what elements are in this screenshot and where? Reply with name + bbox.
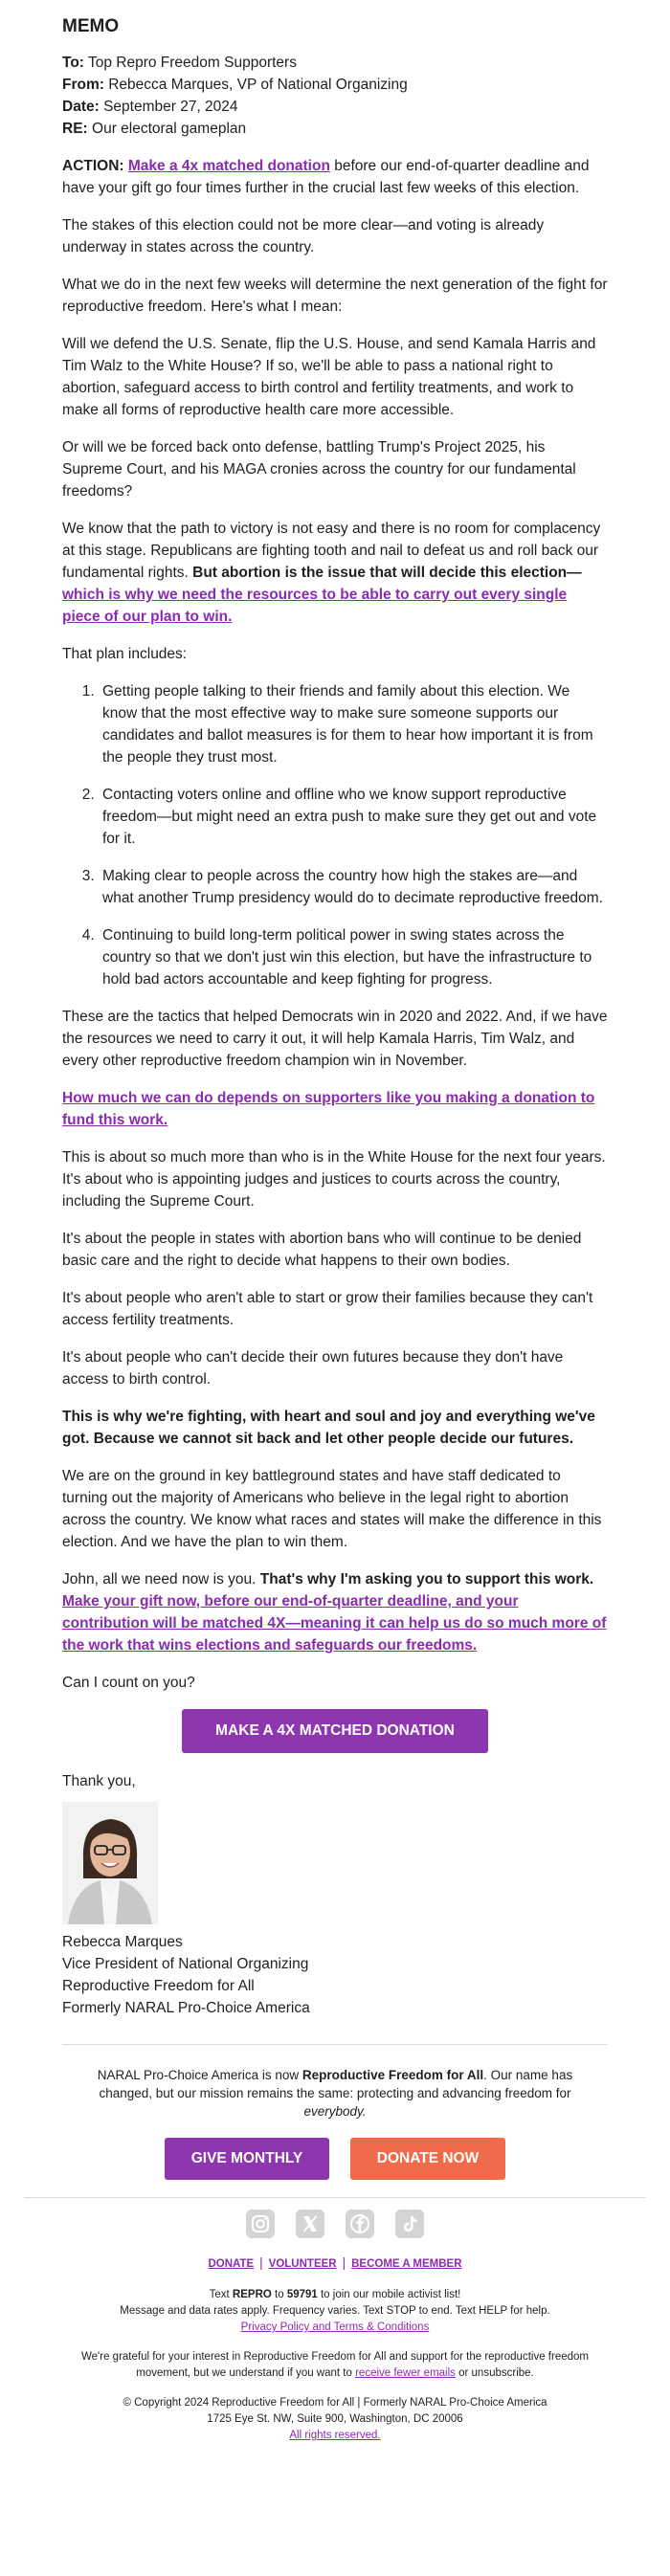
sms-join: Text REPRO to 59791 to join our mobile activist list!	[209, 2289, 461, 2300]
signer-former-org: Formerly NARAL Pro-Choice America	[62, 2000, 310, 2016]
paragraph-birth-control: It's about people who can't decide their own futures because they don't have access to birth control.	[62, 1349, 564, 1388]
footer-link-donate[interactable]: DONATE	[208, 2258, 255, 2270]
email-body	[62, 0, 608, 2444]
paragraph-fertility: It's about people who aren't able to start or grow their families because they can't access fertility treatments.	[62, 1290, 593, 1328]
memo-to: To: Top Repro Freedom Supporters	[62, 55, 297, 71]
fund-this-work-link[interactable]: How much we can do depends on supporters like you making a donation to fund this work.	[62, 1090, 595, 1128]
action-paragraph: ACTION: Make a 4x matched donation before our end-of-quarter deadline and have your gift go four times further in the crucial last few weeks of this election.	[62, 158, 590, 196]
paragraph-path: We know that the path to victory is not easy and there is no room for complacency at this stage. Republicans are fighting tooth and nail to defeat us and roll back our fundamental rights. But abortion is the issue that will decide this election—which is why we need the resources to be able to carry out every single piece of our plan to win.	[62, 521, 601, 625]
paragraph-stakes: The stakes of this election could not be more clear—and voting is already underway in states across the country.	[62, 217, 545, 255]
x-icon[interactable]	[296, 2210, 324, 2238]
footer-buttons	[62, 2138, 608, 2180]
memo-date: Date: September 27, 2024	[62, 99, 238, 115]
memo-title: MEMO	[62, 16, 120, 36]
sms-info	[62, 2287, 608, 2336]
plan-item: 4. Continuing to build long-term political power in swing states across the country so that we don't just win this election, but have the infrastructure to hold bad actors accountable and keep fighting for progress.	[99, 924, 608, 990]
name-change-notice: NARAL Pro-Choice America is now Reproductive Freedom for All. Our name has changed, but our mission remains the same: protecting and advancing freedom for everybody.	[97, 2068, 573, 2119]
plan-item: 2. Contacting voters online and offline who we know support reproductive freedom—but might need an extra push to make sure they get out and vote for it.	[99, 784, 608, 850]
paragraph-defend: Will we defend the U.S. Senate, flip the U.S. House, and send Kamala Harris and Tim Walz to the White House? If so, we'll be able to pass a national right to abortion, safeguard access to birth control and fertility treatments, and work to make all forms of reproductive health care more accessible.	[62, 336, 596, 418]
plan-item: 3. Making clear to people across the country how high the stakes are—and what another Trump presidency would do to decimate reproductive freedom.	[99, 865, 608, 909]
thank-you: Thank you,	[62, 1773, 136, 1789]
signer-name: Rebecca Marques	[62, 1934, 183, 1950]
signer-title: Vice President of National Organizing	[62, 1956, 309, 1972]
receive-fewer-emails-link[interactable]: receive fewer emails	[355, 2367, 456, 2379]
signer-org: Reproductive Freedom for All	[62, 1978, 255, 1994]
footer-link-volunteer[interactable]: VOLUNTEER	[268, 2258, 337, 2270]
paragraph-tactics: These are the tactics that helped Democrats win in 2020 and 2022. And, if we have the resources we need to carry it out, it will help Kamala Harris, Tim Walz, and every other reproductive freedom champion win in November.	[62, 1009, 608, 1069]
email-preferences: We're grateful for your interest in Reproductive Freedom for All and support for the reproductive freedom movement, but we understand if you want to receive fewer emails or unsubscribe.	[81, 2351, 589, 2379]
memo-header	[62, 52, 608, 140]
plan-list	[62, 680, 608, 990]
signer-photo	[62, 1802, 158, 1924]
copyright: © Copyright 2024 Reproductive Freedom for All | Formerly NARAL Pro-Choice America	[123, 2397, 547, 2409]
tiktok-icon[interactable]	[395, 2210, 424, 2238]
paragraph-abortion-bans: It's about the people in states with abortion bans who will continue to be denied basic care and the right to decide what happens to their own bodies.	[62, 1231, 582, 1269]
plan-intro: That plan includes:	[62, 646, 188, 662]
paragraph-ask: John, all we need now is you. That's why I'm asking you to support this work. Make your gift now, before our end-of-quarter deadline, and your contribution will be matched 4X—meaning it can help us do so much more of the work that wins elections and safeguards our freedoms.	[62, 1571, 607, 1654]
divider	[62, 2044, 608, 2045]
footer-links: DONATE | VOLUNTEER | BECOME A MEMBER	[208, 2255, 462, 2270]
paragraph-count-on-you: Can I count on you?	[62, 1675, 195, 1691]
resources-link[interactable]: which is why we need the resources to be able to carry out every single piece of our plan to win.	[62, 587, 568, 625]
paragraph-ground: We are on the ground in key battleground states and have staff dedicated to turning out the majority of Americans who believe in the legal right to abortion across the country. We know what races and states will make the difference in this election. And we have the plan to win them.	[62, 1468, 602, 1550]
facebook-icon[interactable]	[346, 2210, 374, 2238]
signature-block	[62, 1931, 608, 2019]
memo-from: From: Rebecca Marques, VP of National Organizing	[62, 77, 408, 93]
memo-re: RE: Our electoral gameplan	[62, 121, 247, 137]
address: 1725 Eye St. NW, Suite 900, Washington, DC 20006	[207, 2413, 463, 2425]
all-rights-reserved-link[interactable]: All rights reserved.	[289, 2430, 381, 2441]
paragraph-fighting: This is why we're fighting, with heart and soul and joy and everything we've got. Because we cannot sit back and let other people decide our futures.	[62, 1409, 595, 1447]
action-donation-link[interactable]: Make a 4x matched donation	[127, 158, 330, 174]
give-monthly-button[interactable]: GIVE MONTHLY	[165, 2138, 329, 2180]
social-links	[62, 2210, 608, 2238]
paragraph-supporters	[62, 1087, 608, 1131]
footer	[62, 2066, 608, 2444]
paragraph-defense: Or will we be forced back onto defense, battling Trump's Project 2025, his Supreme Court, and his MAGA cronies across the country for our fundamental freedoms?	[62, 439, 576, 500]
sms-terms: Message and data rates apply. Frequency varies. Text STOP to end. Text HELP for help.	[120, 2305, 550, 2317]
plan-item: 1. Getting people talking to their friends and family about this election. We know that the most effective way to make sure someone supports our candidates and ballot measures is for them to hear how important it is from the people they trust most.	[99, 680, 608, 768]
donate-now-button[interactable]: DONATE NOW	[350, 2138, 505, 2180]
footer-link-become-member[interactable]: BECOME A MEMBER	[351, 2258, 462, 2270]
copyright-block	[62, 2395, 608, 2444]
matched-donation-button[interactable]: MAKE A 4X MATCHED DONATION	[182, 1709, 488, 1753]
privacy-policy-link[interactable]: Privacy Policy and Terms & Conditions	[240, 2321, 430, 2333]
footer-divider	[24, 2197, 646, 2198]
instagram-icon[interactable]	[246, 2210, 275, 2238]
cta-container	[62, 1709, 608, 1753]
paragraph-next-weeks: What we do in the next few weeks will determine the next generation of the fight for reproductive freedom. Here's what I mean:	[62, 277, 608, 315]
gift-matched-link[interactable]: Make your gift now, before our end-of-quarter deadline, and your contribution will be matched 4X—meaning it can help us do so much more of the work that wins elections and safeguards our freedoms.	[62, 1593, 607, 1654]
paragraph-white-house: This is about so much more than who is in the White House for the next four years. It's about who is appointing judges and justices to courts across the country, including the Supreme Court.	[62, 1149, 606, 1210]
